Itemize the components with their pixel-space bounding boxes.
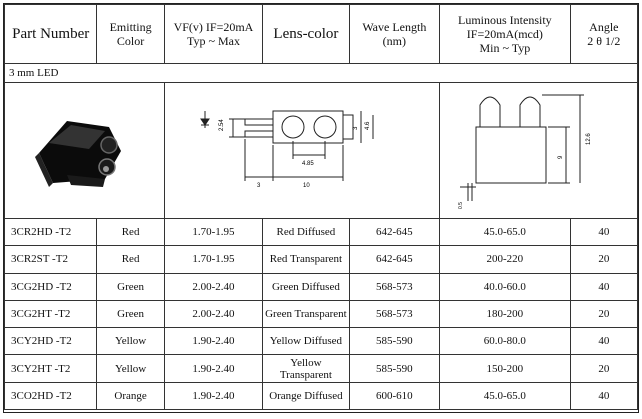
cell-wave-length: 585-590 xyxy=(349,355,439,382)
side-view-drawing xyxy=(444,83,634,213)
dim-485-label: 4.85 xyxy=(301,161,314,167)
cell-part-number: 3CG2HT -T2 xyxy=(5,300,97,327)
cell-wave-length: 642-645 xyxy=(349,246,439,273)
led-holder-photo xyxy=(9,83,159,213)
cell-vf: 2.00-2.40 xyxy=(164,300,262,327)
header-luminous-label: Luminous Intensity xyxy=(458,13,552,27)
header-vf-label: VF(v) IF=20mA xyxy=(173,20,254,34)
top-view-drawing-cell xyxy=(164,83,439,219)
cell-lens-color: Yellow Transparent xyxy=(263,355,349,382)
cell-lens-color: Green Diffused xyxy=(263,273,349,300)
cell-emitting-color: Green xyxy=(97,273,164,300)
header-angle-label: Angle xyxy=(589,20,619,34)
cell-angle: 40 xyxy=(570,273,637,300)
cell-part-number: 3CG2HD -T2 xyxy=(5,273,97,300)
cell-vf: 1.90-2.40 xyxy=(164,355,262,382)
cell-wave-length: 642-645 xyxy=(349,219,439,246)
dim-10-label: 10 xyxy=(302,183,310,189)
cell-vf: 2.00-2.40 xyxy=(164,273,262,300)
cell-part-number: 3CR2ST -T2 xyxy=(5,246,97,273)
cell-wave-length: 568-573 xyxy=(349,273,439,300)
header-lens-color: Lens-color xyxy=(263,5,349,64)
dim-3b-label: 3 xyxy=(256,183,261,189)
cell-luminous: 150-200 xyxy=(440,355,571,382)
cell-luminous: 45.0-65.0 xyxy=(440,219,571,246)
header-luminous xyxy=(440,5,571,64)
cell-vf: 1.70-1.95 xyxy=(164,219,262,246)
cell-lens-color: Green Transparent xyxy=(263,300,349,327)
header-row xyxy=(5,5,638,64)
cell-wave-length: 600-610 xyxy=(349,382,439,409)
header-wave-length xyxy=(349,5,439,64)
led-spec-sheet xyxy=(3,3,639,413)
header-part-number: Part Number xyxy=(5,5,97,64)
cell-wave-length: 568-573 xyxy=(349,300,439,327)
led-photo-cell xyxy=(5,83,165,219)
dim-3-label: 3 xyxy=(352,126,359,130)
cell-angle: 40 xyxy=(570,328,637,355)
cell-luminous: 45.0-65.0 xyxy=(440,382,571,409)
table-row xyxy=(5,219,638,246)
header-vf xyxy=(164,5,262,64)
table-row xyxy=(5,355,638,382)
header-wave-unit: (nm) xyxy=(382,34,406,48)
dim-126-label: 12.6 xyxy=(585,133,592,145)
cell-emitting-color: Green xyxy=(97,300,164,327)
cell-part-number: 3CR2HD -T2 xyxy=(5,219,97,246)
dim-9-label: 9 xyxy=(557,155,564,159)
section-row xyxy=(5,64,638,83)
header-luminous-if: IF=20mA(mcd) xyxy=(466,27,543,41)
top-view-drawing xyxy=(167,83,437,213)
cell-luminous: 200-220 xyxy=(440,246,571,273)
cell-lens-color: Orange Diffused xyxy=(263,382,349,409)
cell-luminous: 180-200 xyxy=(440,300,571,327)
header-emitting-color: Emitting Color xyxy=(97,5,164,64)
side-view-drawing-cell xyxy=(440,83,638,219)
led-spec-table xyxy=(4,4,638,410)
cell-emitting-color: Yellow xyxy=(97,328,164,355)
section-label: 3 mm LED xyxy=(5,64,638,83)
cell-part-number: 3CY2HT -T2 xyxy=(5,355,97,382)
cell-emitting-color: Yellow xyxy=(97,355,164,382)
header-luminous-sub: Min ~ Typ xyxy=(479,41,531,55)
dim-254-label: 2.54 xyxy=(218,119,225,131)
cell-part-number: 3CO2HD -T2 xyxy=(5,382,97,409)
table-row xyxy=(5,273,638,300)
cell-lens-color: Red Diffused xyxy=(263,219,349,246)
dim-05-label: 0.5 xyxy=(457,202,464,209)
header-vf-sub: Typ ~ Max xyxy=(186,34,240,48)
cell-emitting-color: Orange xyxy=(97,382,164,409)
cell-vf: 1.70-1.95 xyxy=(164,246,262,273)
cell-angle: 40 xyxy=(570,219,637,246)
cell-angle: 20 xyxy=(570,355,637,382)
header-angle xyxy=(570,5,637,64)
table-row xyxy=(5,300,638,327)
cell-lens-color: Red Transparent xyxy=(263,246,349,273)
table-row xyxy=(5,246,638,273)
cell-emitting-color: Red xyxy=(97,219,164,246)
cell-vf: 1.90-2.40 xyxy=(164,328,262,355)
header-wave-label: Wave Length xyxy=(362,20,427,34)
dim-46-label: 4.6 xyxy=(364,121,371,130)
cell-vf: 1.90-2.40 xyxy=(164,382,262,409)
cell-lens-color: Yellow Diffused xyxy=(263,328,349,355)
cell-wave-length: 585-590 xyxy=(349,328,439,355)
table-row xyxy=(5,328,638,355)
cell-luminous: 60.0-80.0 xyxy=(440,328,571,355)
cell-angle: 40 xyxy=(570,382,637,409)
drawing-row xyxy=(5,83,638,219)
header-angle-sub: 2 θ 1/2 xyxy=(587,34,621,48)
cell-angle: 20 xyxy=(570,246,637,273)
cell-part-number: 3CY2HD -T2 xyxy=(5,328,97,355)
cell-angle: 20 xyxy=(570,300,637,327)
table-row xyxy=(5,382,638,409)
cell-luminous: 40.0-60.0 xyxy=(440,273,571,300)
cell-emitting-color: Red xyxy=(97,246,164,273)
